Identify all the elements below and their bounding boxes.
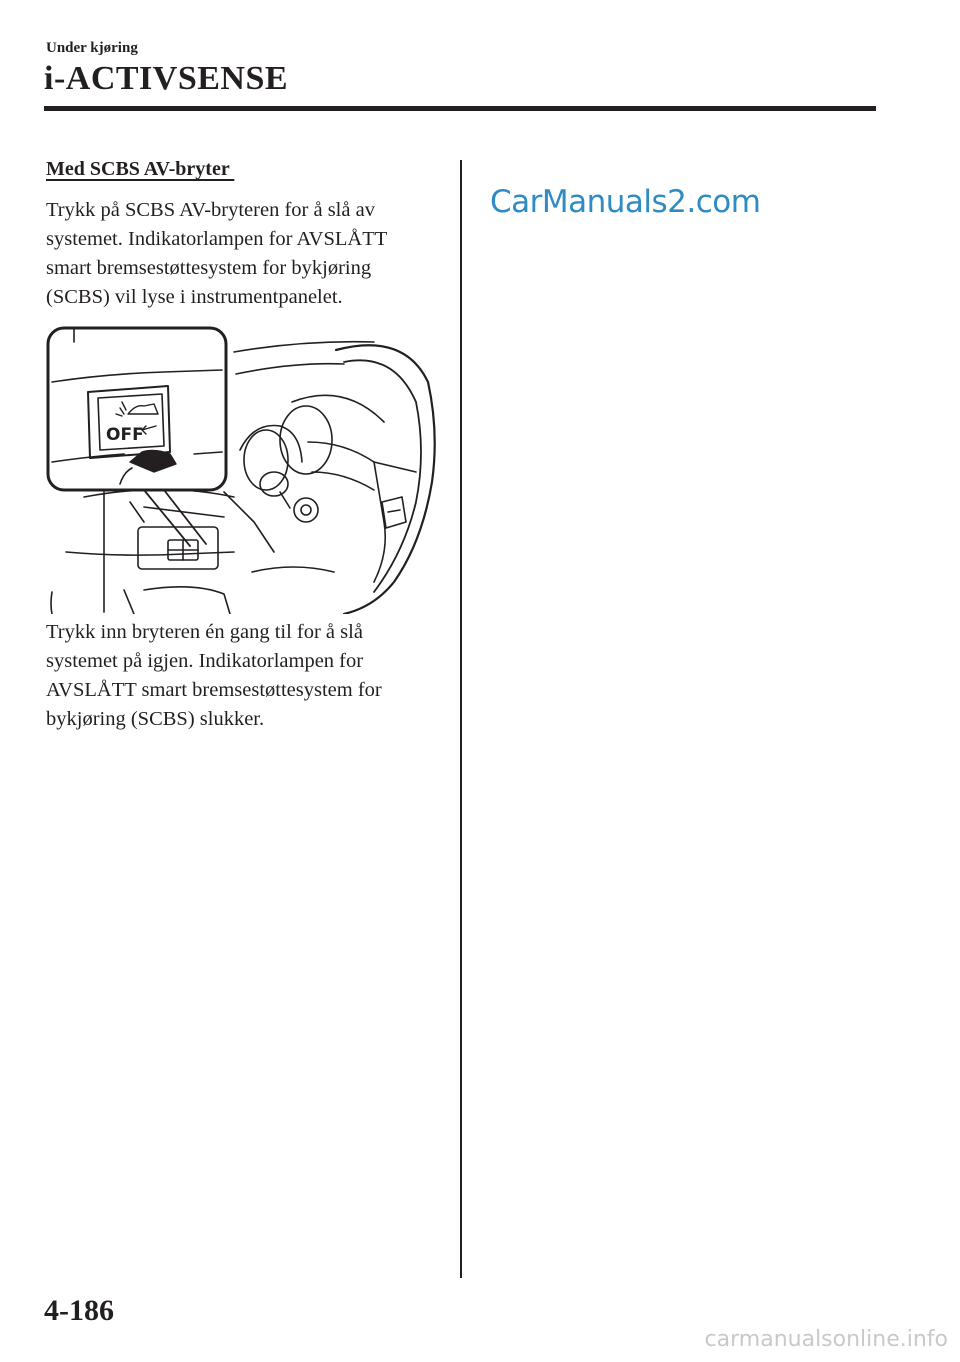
paragraph-2-line: bykjøring (SCBS) slukker. (46, 708, 265, 730)
page-number: 4-186 (44, 1294, 114, 1327)
column-divider (460, 160, 462, 1278)
chapter-title: i-ACTIVSENSE (44, 60, 289, 97)
title-rule (44, 106, 876, 111)
paragraph-1-line: smart bremsestøttesystem for bykjøring (46, 257, 372, 279)
section-label: Under kjøring (46, 40, 138, 56)
paragraph-2-line: Trykk inn bryteren én gang til for å slå (46, 621, 363, 643)
dashboard-illustration (44, 322, 436, 614)
footer-watermark: carmanualsonline.info (704, 1327, 948, 1352)
paragraph-2-line: AVSLÅTT smart bremsestøttesystem for (46, 679, 382, 701)
paragraph-1-line: systemet. Indikatorlampen for AVSLÅTT (46, 228, 388, 250)
watermark-logo: CarManuals2.com (490, 184, 761, 220)
paragraph-1-line: (SCBS) vil lyse i instrumentpanelet. (46, 286, 343, 308)
paragraph-1-line: Trykk på SCBS AV-bryteren for å slå av (46, 199, 375, 221)
subheading: Med SCBS AV-bryter (46, 158, 235, 180)
switch-off-label: OFF (106, 425, 144, 445)
paragraph-2 (46, 618, 446, 734)
paragraph-2-line: systemet på igjen. Indikatorlampen for (46, 650, 364, 672)
paragraph-1 (46, 196, 446, 312)
